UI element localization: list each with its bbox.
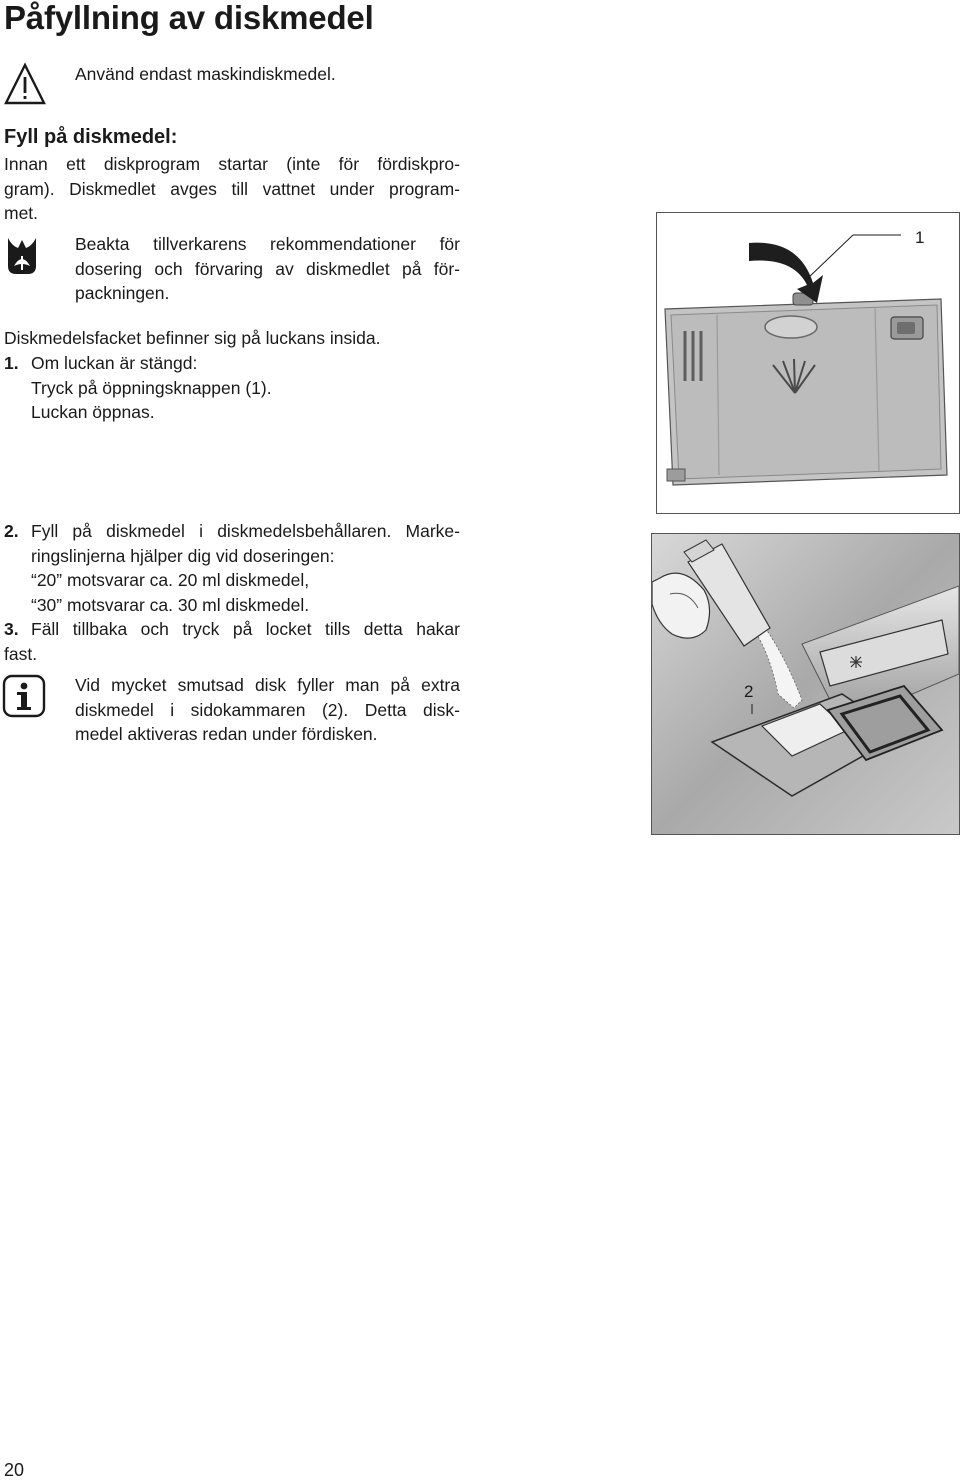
callout-label-1: 1 <box>915 228 925 247</box>
intro-line: met. <box>4 203 39 223</box>
warning-text: Använd endast maskindiskmedel. <box>75 64 336 84</box>
step-line: “30” motsvarar ca. 30 ml diskmedel. <box>31 594 310 615</box>
page-number: 20 <box>4 1460 25 1480</box>
step-2-text <box>31 519 460 617</box>
step-line: Luckan öppnas. <box>31 402 155 422</box>
callout-label-2: 2 <box>744 682 754 701</box>
info-note-line: medel aktiveras redan under fördisken. <box>75 724 378 744</box>
intro-line: gram). Diskmedlet avges till vattnet under program- <box>4 178 460 199</box>
page-title: Påfyllning av diskmedel <box>4 0 374 36</box>
section-heading: Fyll på diskmedel: <box>4 126 178 148</box>
eco-note-line: dosering och förvaring av diskmedlet på för- <box>75 258 460 279</box>
location-text: Diskmedelsfacket befinner sig på luckans insida. <box>4 328 381 348</box>
step-line: ringslinjerna hjälper dig vid doseringen: <box>31 545 335 566</box>
step-line: Tryck på öppningsknappen (1). <box>31 377 272 398</box>
step-1-text <box>31 351 272 425</box>
warning-triangle-icon <box>4 62 46 106</box>
eco-note-line: Beakta tillverkarens rekommendationer för <box>75 234 460 254</box>
step-3-text <box>31 617 460 642</box>
info-note-line: diskmedel i sidokammaren (2). Detta disk- <box>75 699 460 720</box>
intro-paragraph <box>4 152 460 226</box>
intro-line: Innan ett diskprogram startar (inte för fördiskpro- <box>4 154 460 174</box>
figure-dispenser-closed <box>656 212 960 514</box>
step-line: fast. <box>4 643 38 664</box>
step-number: 1. <box>4 353 19 373</box>
step-number: 3. <box>4 619 19 639</box>
eco-note <box>75 232 460 306</box>
info-note <box>75 673 460 747</box>
info-icon <box>2 674 46 718</box>
step-line: Fäll tillbaka och tryck på locket tills detta hakar <box>31 619 460 639</box>
info-note-line: Vid mycket smutsad disk fyller man på extra <box>75 675 460 695</box>
step-line: Fyll på diskmedel i diskmedelsbehållaren. Marke- <box>31 521 460 541</box>
eco-note-line: packningen. <box>75 283 170 303</box>
environment-flower-icon <box>4 236 40 276</box>
figure-filling-detergent <box>651 533 960 835</box>
step-number: 2. <box>4 521 19 541</box>
step-line: Om luckan är stängd: <box>31 353 198 373</box>
step-line: “20” motsvarar ca. 20 ml diskmedel, <box>31 570 310 590</box>
